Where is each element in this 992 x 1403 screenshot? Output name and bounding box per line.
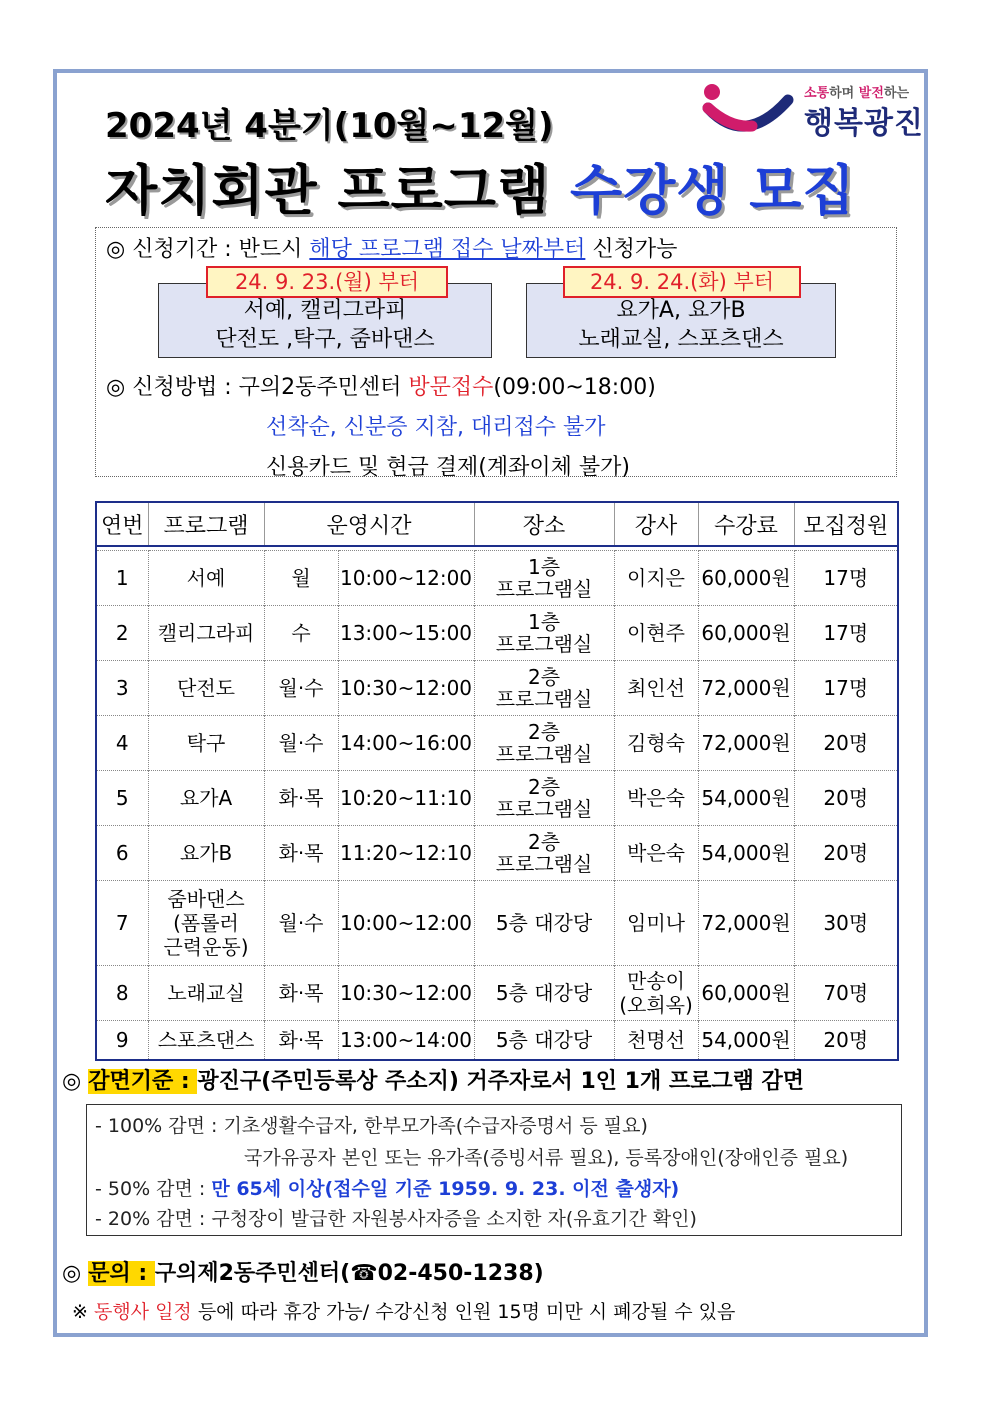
table-row — [96, 881, 898, 966]
header-no: 연번 — [96, 502, 148, 546]
cell-capacity: 20명 — [794, 1021, 898, 1061]
cell-instructor: 박은숙 — [614, 826, 698, 881]
discount-50: - 50% 감면 : 만 65세 이상(접수일 기준 1959. 9. 23. 이전 출생자) — [95, 1178, 680, 1200]
cell-place: 2층 프로그램실 — [474, 716, 614, 771]
cell-time: 10:30~12:00 — [338, 966, 474, 1021]
discount-detail-box — [86, 1104, 902, 1236]
table-row — [96, 771, 898, 826]
discount-100-cont: 국가유공자 본인 또는 유가족(증빙서류 필요), 등록장애인(장애인증 필요) — [244, 1147, 849, 1169]
table-row — [96, 826, 898, 881]
cell-place: 2층 프로그램실 — [474, 661, 614, 716]
group2-line2: 노래교실, 스포츠댄스 — [578, 327, 784, 352]
cell-program: 단전도 — [148, 661, 264, 716]
footer-note: ※ 동행사 일정 등에 따라 휴강 가능/ 수강신청 인원 15명 미만 시 폐강될 수 있음 — [72, 1301, 736, 1323]
logo-name: 행복광진 — [804, 106, 924, 141]
cell-no: 3 — [96, 661, 148, 716]
cell-instructor: 김형숙 — [614, 716, 698, 771]
cell-instructor: 최인선 — [614, 661, 698, 716]
cell-no: 5 — [96, 771, 148, 826]
cell-time: 14:00~16:00 — [338, 716, 474, 771]
title-main: 자치회관 프로그램 — [105, 159, 551, 222]
cell-fee: 72,000원 — [698, 716, 794, 771]
cell-program: 요가A — [148, 771, 264, 826]
cell-fee: 54,000원 — [698, 826, 794, 881]
cell-place: 5층 대강당 — [474, 881, 614, 966]
cell-program: 캘리그라피 — [148, 606, 264, 661]
cell-capacity: 20명 — [794, 826, 898, 881]
cell-place: 2층 프로그램실 — [474, 826, 614, 881]
logo — [700, 78, 925, 142]
cell-days: 월·수 — [264, 716, 338, 771]
title-quarter: 2024년 4분기(10월~12월) — [105, 106, 554, 146]
header-place: 장소 — [474, 502, 614, 546]
group1-date-tag: 24. 9. 23.(월) 부터 — [206, 266, 448, 298]
cell-fee: 72,000원 — [698, 881, 794, 966]
table-row — [96, 1021, 898, 1061]
discount-label: 감면기준 : — [88, 1069, 198, 1094]
cell-fee: 54,000원 — [698, 1021, 794, 1061]
cell-place: 1층 프로그램실 — [474, 606, 614, 661]
discount-criteria: ◎ 감면기준 : 광진구(주민등록상 주소지) 거주자로서 1인 1개 프로그램 감면 — [62, 1069, 805, 1094]
cell-place: 5층 대강당 — [474, 1021, 614, 1061]
cell-program: 요가B — [148, 826, 264, 881]
cell-no: 8 — [96, 966, 148, 1021]
cell-time: 11:20~12:10 — [338, 826, 474, 881]
table-row — [96, 661, 898, 716]
apply-period: ◎ 신청기간 : 반드시 해당 프로그램 접수 날짜부터 신청가능 — [106, 237, 678, 262]
cell-instructor: 만송이 (오희옥) — [614, 966, 698, 1021]
cell-instructor: 이현주 — [614, 606, 698, 661]
cell-time: 10:00~12:00 — [338, 551, 474, 606]
header-instructor: 강사 — [614, 502, 698, 546]
group1-line2: 단전도 ,탁구, 줌바댄스 — [215, 327, 435, 352]
discount-20: - 20% 감면 : 구청장이 발급한 자원봉사자증을 소지한 자(유효기간 확인) — [95, 1208, 697, 1230]
cell-fee: 60,000원 — [698, 551, 794, 606]
cell-instructor: 이지은 — [614, 551, 698, 606]
logo-slogan: 소통하며 발전하는 — [804, 86, 910, 101]
header-fee: 수강료 — [698, 502, 794, 546]
cell-days: 화·목 — [264, 826, 338, 881]
apply-note-1: 선착순, 신분증 지참, 대리접수 불가 — [266, 415, 606, 440]
cell-time: 13:00~14:00 — [338, 1021, 474, 1061]
cell-time: 10:30~12:00 — [338, 661, 474, 716]
cell-fee: 60,000원 — [698, 606, 794, 661]
table-row — [96, 551, 898, 606]
cell-fee: 54,000원 — [698, 771, 794, 826]
cell-place: 1층 프로그램실 — [474, 551, 614, 606]
cell-no: 4 — [96, 716, 148, 771]
cell-days: 월·수 — [264, 881, 338, 966]
cell-days: 화·목 — [264, 1021, 338, 1061]
cell-capacity: 20명 — [794, 716, 898, 771]
group1-line1: 서예, 캘리그라피 — [243, 298, 407, 323]
logo-mark-icon — [700, 78, 795, 138]
contact-info: ◎ 문의 : 구의제2동주민센터(☎02-450-1238) — [62, 1261, 544, 1286]
cell-days: 월 — [264, 551, 338, 606]
group2-date-tag: 24. 9. 24.(화) 부터 — [563, 266, 801, 298]
cell-fee: 72,000원 — [698, 661, 794, 716]
title-highlight: 수강생 모집 — [569, 159, 856, 222]
cell-capacity: 70명 — [794, 966, 898, 1021]
cell-instructor: 천명선 — [614, 1021, 698, 1061]
table-row — [96, 966, 898, 1021]
cell-days: 화·목 — [264, 966, 338, 1021]
cell-no: 7 — [96, 881, 148, 966]
cell-program: 줌바댄스 (폼롤러 근력운동) — [148, 881, 264, 966]
apply-method: ◎ 신청방법 : 구의2동주민센터 방문접수(09:00~18:00) — [106, 375, 656, 400]
cell-no: 9 — [96, 1021, 148, 1061]
cell-time: 10:00~12:00 — [338, 881, 474, 966]
cell-capacity: 30명 — [794, 881, 898, 966]
cell-capacity: 20명 — [794, 771, 898, 826]
cell-days: 화·목 — [264, 771, 338, 826]
cell-no: 1 — [96, 551, 148, 606]
cell-program: 탁구 — [148, 716, 264, 771]
cell-capacity: 17명 — [794, 551, 898, 606]
cell-capacity: 17명 — [794, 606, 898, 661]
cell-time: 10:20~11:10 — [338, 771, 474, 826]
cell-no: 6 — [96, 826, 148, 881]
header-time: 운영시간 — [264, 502, 474, 546]
cell-days: 수 — [264, 606, 338, 661]
table-row — [96, 716, 898, 771]
cell-no: 2 — [96, 606, 148, 661]
cell-program: 스포츠댄스 — [148, 1021, 264, 1061]
apply-note-2: 신용카드 및 현금 결제(계좌이체 불가) — [266, 455, 630, 480]
cell-fee: 60,000원 — [698, 966, 794, 1021]
cell-instructor: 임미나 — [614, 881, 698, 966]
cell-time: 13:00~15:00 — [338, 606, 474, 661]
cell-place: 5층 대강당 — [474, 966, 614, 1021]
cell-instructor: 박은숙 — [614, 771, 698, 826]
header-capacity: 모집정원 — [794, 502, 898, 546]
header-program: 프로그램 — [148, 502, 264, 546]
cell-capacity: 17명 — [794, 661, 898, 716]
cell-place: 2층 프로그램실 — [474, 771, 614, 826]
table-row — [96, 606, 898, 661]
cell-days: 월·수 — [264, 661, 338, 716]
application-info-box — [95, 227, 897, 480]
cell-program: 노래교실 — [148, 966, 264, 1021]
discount-100: - 100% 감면 : 기초생활수급자, 한부모가족(수급자증명서 등 필요) — [95, 1115, 648, 1137]
page-title — [105, 148, 856, 225]
cell-program: 서예 — [148, 551, 264, 606]
program-table — [95, 501, 899, 1061]
table-header-row — [96, 502, 898, 546]
group2-line1: 요가A, 요가B — [616, 298, 746, 323]
